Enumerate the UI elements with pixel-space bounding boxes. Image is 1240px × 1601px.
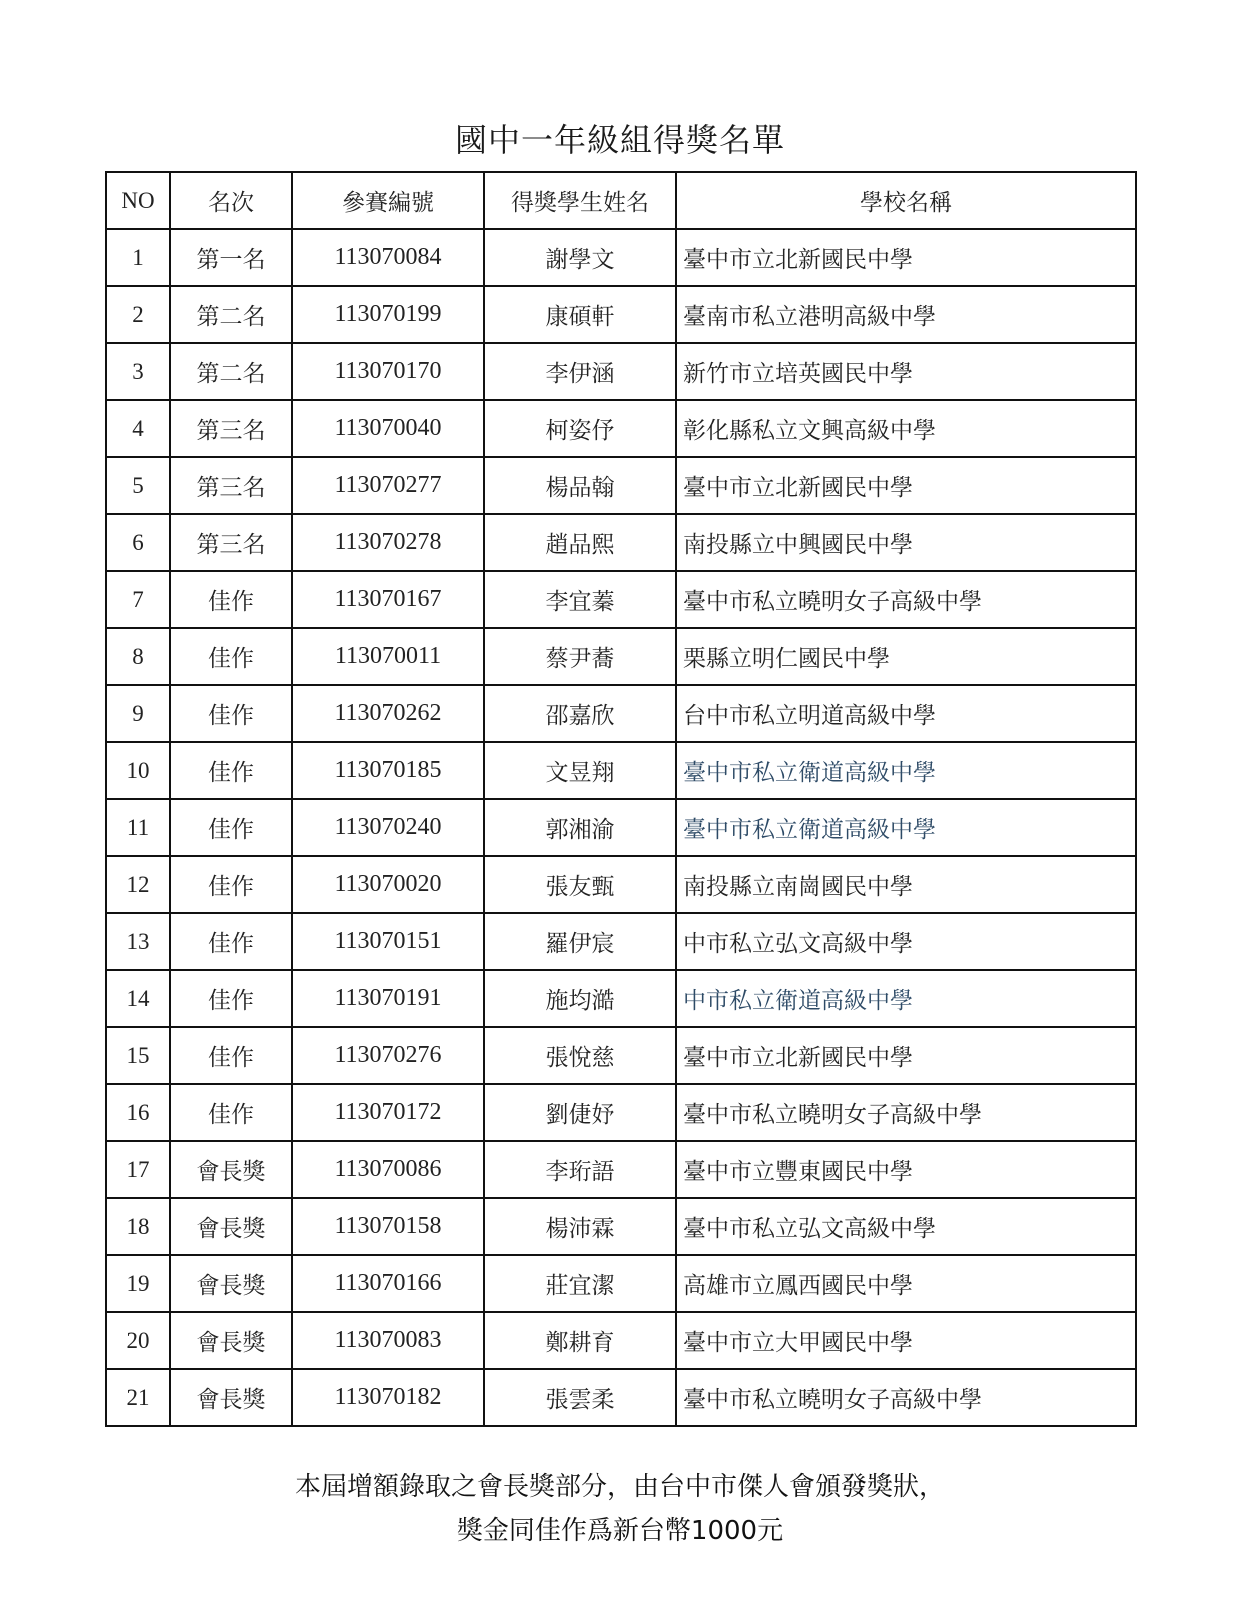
cell-student-name: 鄭耕育 (484, 1312, 676, 1369)
cell-school-name: 台中市私立明道高級中學 (676, 685, 1136, 742)
cell-school-name: 彰化縣私立文興高級中學 (676, 400, 1136, 457)
header-student-name: 得獎學生姓名 (484, 172, 676, 229)
cell-school-name: 臺中市私立弘文高級中學 (676, 1198, 1136, 1255)
cell-no: 15 (106, 1027, 170, 1084)
cell-school-name: 臺中市立北新國民中學 (676, 1027, 1136, 1084)
cell-rank: 第二名 (170, 286, 292, 343)
cell-entry-id: 113070166 (292, 1255, 484, 1312)
award-note-line2: 獎金同佳作爲新台幣1000元 (456, 1516, 784, 1546)
table-row (106, 742, 1136, 799)
table-row (106, 799, 1136, 856)
cell-rank: 佳作 (170, 571, 292, 628)
cell-no: 20 (106, 1312, 170, 1369)
cell-entry-id: 113070167 (292, 571, 484, 628)
cell-school-name: 臺中市私立衛道高級中學 (676, 799, 1136, 856)
cell-rank: 第三名 (170, 514, 292, 571)
table-row (106, 1084, 1136, 1141)
cell-rank: 會長獎 (170, 1255, 292, 1312)
cell-entry-id: 113070191 (292, 970, 484, 1027)
cell-school-name: 中市私立衛道高級中學 (676, 970, 1136, 1027)
cell-student-name: 楊品翰 (484, 457, 676, 514)
cell-no: 12 (106, 856, 170, 913)
table-row (106, 400, 1136, 457)
cell-student-name: 莊宜潔 (484, 1255, 676, 1312)
cell-no: 18 (106, 1198, 170, 1255)
cell-no: 17 (106, 1141, 170, 1198)
cell-rank: 第一名 (170, 229, 292, 286)
cell-student-name: 張友甄 (484, 856, 676, 913)
table-row (106, 913, 1136, 970)
cell-entry-id: 113070151 (292, 913, 484, 970)
cell-entry-id: 113070020 (292, 856, 484, 913)
cell-school-name: 臺中市立大甲國民中學 (676, 1312, 1136, 1369)
cell-rank: 會長獎 (170, 1198, 292, 1255)
cell-student-name: 謝學文 (484, 229, 676, 286)
table-row (106, 286, 1136, 343)
cell-entry-id: 113070199 (292, 286, 484, 343)
cell-no: 14 (106, 970, 170, 1027)
cell-rank: 會長獎 (170, 1141, 292, 1198)
table-row (106, 343, 1136, 400)
cell-entry-id: 113070170 (292, 343, 484, 400)
cell-school-name: 臺南市私立港明高級中學 (676, 286, 1136, 343)
cell-no: 4 (106, 400, 170, 457)
cell-student-name: 張雲柔 (484, 1369, 676, 1426)
header-rank: 名次 (170, 172, 292, 229)
cell-student-name: 張悅慈 (484, 1027, 676, 1084)
cell-school-name: 臺中市私立曉明女子高級中學 (676, 571, 1136, 628)
cell-rank: 佳作 (170, 685, 292, 742)
cell-student-name: 羅伊宸 (484, 913, 676, 970)
page-title: 國中一年級組得獎名單 (454, 121, 785, 159)
cell-rank: 會長獎 (170, 1312, 292, 1369)
cell-no: 2 (106, 286, 170, 343)
cell-no: 1 (106, 229, 170, 286)
cell-student-name: 趙品熙 (484, 514, 676, 571)
cell-student-name: 楊沛霖 (484, 1198, 676, 1255)
award-note-line1: 本屆增額錄取之會長獎部分，由台中市傑人會頒發獎狀， (294, 1472, 945, 1502)
table-row (106, 1312, 1136, 1369)
cell-student-name: 文昱翔 (484, 742, 676, 799)
cell-school-name: 臺中市立北新國民中學 (676, 229, 1136, 286)
cell-student-name: 劉倢妤 (484, 1084, 676, 1141)
cell-rank: 佳作 (170, 799, 292, 856)
header-school-name: 學校名稱 (676, 172, 1136, 229)
cell-entry-id: 113070240 (292, 799, 484, 856)
cell-no: 19 (106, 1255, 170, 1312)
table-row (106, 514, 1136, 571)
table-row (106, 1198, 1136, 1255)
cell-no: 10 (106, 742, 170, 799)
cell-student-name: 康碩軒 (484, 286, 676, 343)
cell-rank: 佳作 (170, 1084, 292, 1141)
cell-entry-id: 113070083 (292, 1312, 484, 1369)
cell-entry-id: 113070011 (292, 628, 484, 685)
table-row (106, 457, 1136, 514)
cell-entry-id: 113070158 (292, 1198, 484, 1255)
cell-entry-id: 113070084 (292, 229, 484, 286)
cell-student-name: 郭湘渝 (484, 799, 676, 856)
table-row (106, 970, 1136, 1027)
award-list-table (105, 171, 1137, 1427)
cell-no: 6 (106, 514, 170, 571)
cell-entry-id: 113070185 (292, 742, 484, 799)
table-body (106, 229, 1136, 1426)
table-header-row (106, 172, 1136, 229)
cell-school-name: 臺中市立北新國民中學 (676, 457, 1136, 514)
cell-student-name: 施均澔 (484, 970, 676, 1027)
header-entry-id: 參賽編號 (292, 172, 484, 229)
cell-rank: 佳作 (170, 742, 292, 799)
cell-rank: 第二名 (170, 343, 292, 400)
table-row (106, 1369, 1136, 1426)
cell-no: 21 (106, 1369, 170, 1426)
cell-student-name: 李宜蓁 (484, 571, 676, 628)
cell-entry-id: 113070040 (292, 400, 484, 457)
cell-school-name: 臺中市私立曉明女子高級中學 (676, 1369, 1136, 1426)
cell-entry-id: 113070276 (292, 1027, 484, 1084)
table-row (106, 571, 1136, 628)
cell-no: 11 (106, 799, 170, 856)
table-row (106, 685, 1136, 742)
cell-rank: 第三名 (170, 457, 292, 514)
table-row (106, 1027, 1136, 1084)
cell-no: 9 (106, 685, 170, 742)
table-row (106, 1141, 1136, 1198)
cell-school-name: 臺中市立豐東國民中學 (676, 1141, 1136, 1198)
cell-no: 8 (106, 628, 170, 685)
cell-entry-id: 113070278 (292, 514, 484, 571)
cell-no: 3 (106, 343, 170, 400)
cell-student-name: 李珩語 (484, 1141, 676, 1198)
cell-rank: 會長獎 (170, 1369, 292, 1426)
cell-school-name: 栗縣立明仁國民中學 (676, 628, 1136, 685)
cell-school-name: 高雄市立鳳西國民中學 (676, 1255, 1136, 1312)
header-no: NO (106, 172, 170, 229)
cell-student-name: 李伊涵 (484, 343, 676, 400)
cell-school-name: 中市私立弘文高級中學 (676, 913, 1136, 970)
cell-school-name: 南投縣立南崗國民中學 (676, 856, 1136, 913)
cell-student-name: 蔡尹蕎 (484, 628, 676, 685)
table-row (106, 628, 1136, 685)
cell-entry-id: 113070086 (292, 1141, 484, 1198)
cell-no: 13 (106, 913, 170, 970)
cell-school-name: 臺中市私立衛道高級中學 (676, 742, 1136, 799)
cell-school-name: 新竹市立培英國民中學 (676, 343, 1136, 400)
cell-student-name: 柯姿伃 (484, 400, 676, 457)
table-row (106, 229, 1136, 286)
cell-student-name: 邵嘉欣 (484, 685, 676, 742)
cell-rank: 第三名 (170, 400, 292, 457)
table-row (106, 1255, 1136, 1312)
cell-rank: 佳作 (170, 628, 292, 685)
cell-rank: 佳作 (170, 1027, 292, 1084)
cell-no: 16 (106, 1084, 170, 1141)
cell-rank: 佳作 (170, 856, 292, 913)
cell-no: 7 (106, 571, 170, 628)
cell-entry-id: 113070262 (292, 685, 484, 742)
cell-school-name: 臺中市私立曉明女子高級中學 (676, 1084, 1136, 1141)
cell-entry-id: 113070172 (292, 1084, 484, 1141)
cell-school-name: 南投縣立中興國民中學 (676, 514, 1136, 571)
cell-rank: 佳作 (170, 970, 292, 1027)
table-row (106, 856, 1136, 913)
cell-entry-id: 113070277 (292, 457, 484, 514)
cell-no: 5 (106, 457, 170, 514)
cell-rank: 佳作 (170, 913, 292, 970)
cell-entry-id: 113070182 (292, 1369, 484, 1426)
